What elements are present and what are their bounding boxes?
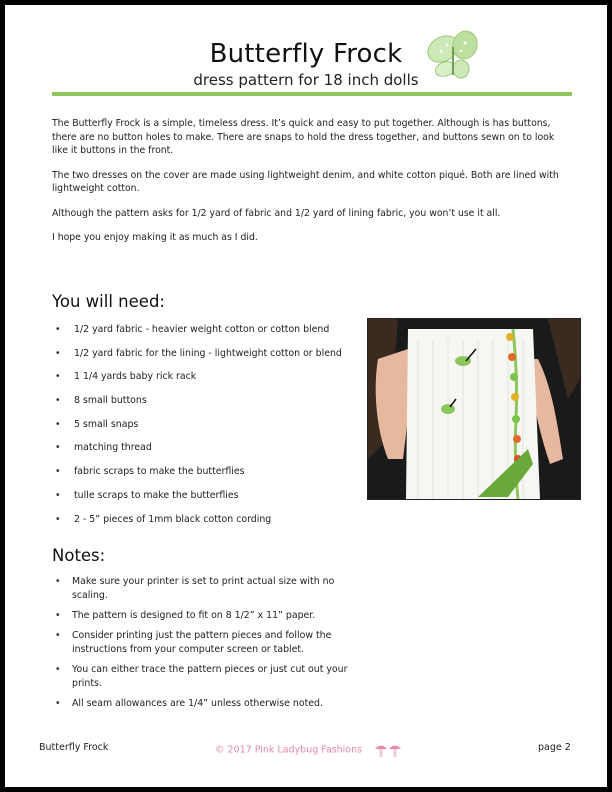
list-item: • tulle scraps to make the butterflies xyxy=(52,489,362,513)
notes-heading: Notes: xyxy=(52,546,106,565)
intro-text xyxy=(52,117,572,256)
intro-paragraph: I hope you enjoy making it as much as I did. xyxy=(52,232,258,243)
list-item: • 1/2 yard fabric - heavier weight cotton or cotton blend xyxy=(52,323,362,347)
list-item: • Make sure your printer is set to print actual size with no scaling. xyxy=(52,575,372,603)
footer-left: Butterfly Frock xyxy=(39,742,109,753)
header-divider xyxy=(52,92,572,96)
list-item: • 8 small buttons xyxy=(52,394,362,418)
page-subtitle: dress pattern for 18 inch dolls xyxy=(193,71,419,89)
intro-paragraph: Although the pattern asks for 1/2 yard of fabric and 1/2 yard of lining fabric, you won’t use it all. xyxy=(52,207,501,219)
list-item: • All seam allowances are 1/4” unless otherwise noted. xyxy=(52,697,372,711)
intro-paragraph: The two dresses on the cover are made using lightweight denim, and white cotton piqué. Both are lined with lightweight cotton. xyxy=(52,169,559,194)
copyright-text: © 2017 Pink Ladybug Fashions xyxy=(215,744,363,756)
list-item: • 1 1/4 yards baby rick rack xyxy=(52,370,362,394)
list-item: • 2 - 5” pieces of 1mm black cotton cording xyxy=(52,513,362,537)
footer-center xyxy=(215,742,403,758)
document-page xyxy=(5,5,607,787)
notes-list xyxy=(52,575,372,717)
supply-list xyxy=(52,323,362,536)
list-item: • You can either trace the pattern pieces or just cut out your prints. xyxy=(52,663,372,691)
intro-paragraph: The Butterfly Frock is a simple, timeless dress. It’s quick and easy to put together. Although is has buttons, there are no button holes to make. There are snaps to hold the dress together, and buttons sewn on to look like it buttons in the front. xyxy=(52,118,555,156)
list-item: • Consider printing just the pattern pieces and follow the instructions from your computer screen or tablet. xyxy=(52,629,372,657)
page-number: page 2 xyxy=(538,742,571,753)
list-item: • matching thread xyxy=(52,441,362,465)
list-item: • fabric scraps to make the butterflies xyxy=(52,465,362,489)
list-item: • The pattern is designed to fit on 8 1/2” x 11” paper. xyxy=(52,609,372,623)
list-item: • 5 small snaps xyxy=(52,418,362,442)
list-item: • 1/2 yard fabric for the lining - lightweight cotton or blend xyxy=(52,347,362,371)
dress-photo xyxy=(367,318,581,500)
need-heading: You will need: xyxy=(52,292,165,311)
mushroom-logo-icon xyxy=(373,742,403,758)
page-title: Butterfly Frock xyxy=(209,39,403,69)
